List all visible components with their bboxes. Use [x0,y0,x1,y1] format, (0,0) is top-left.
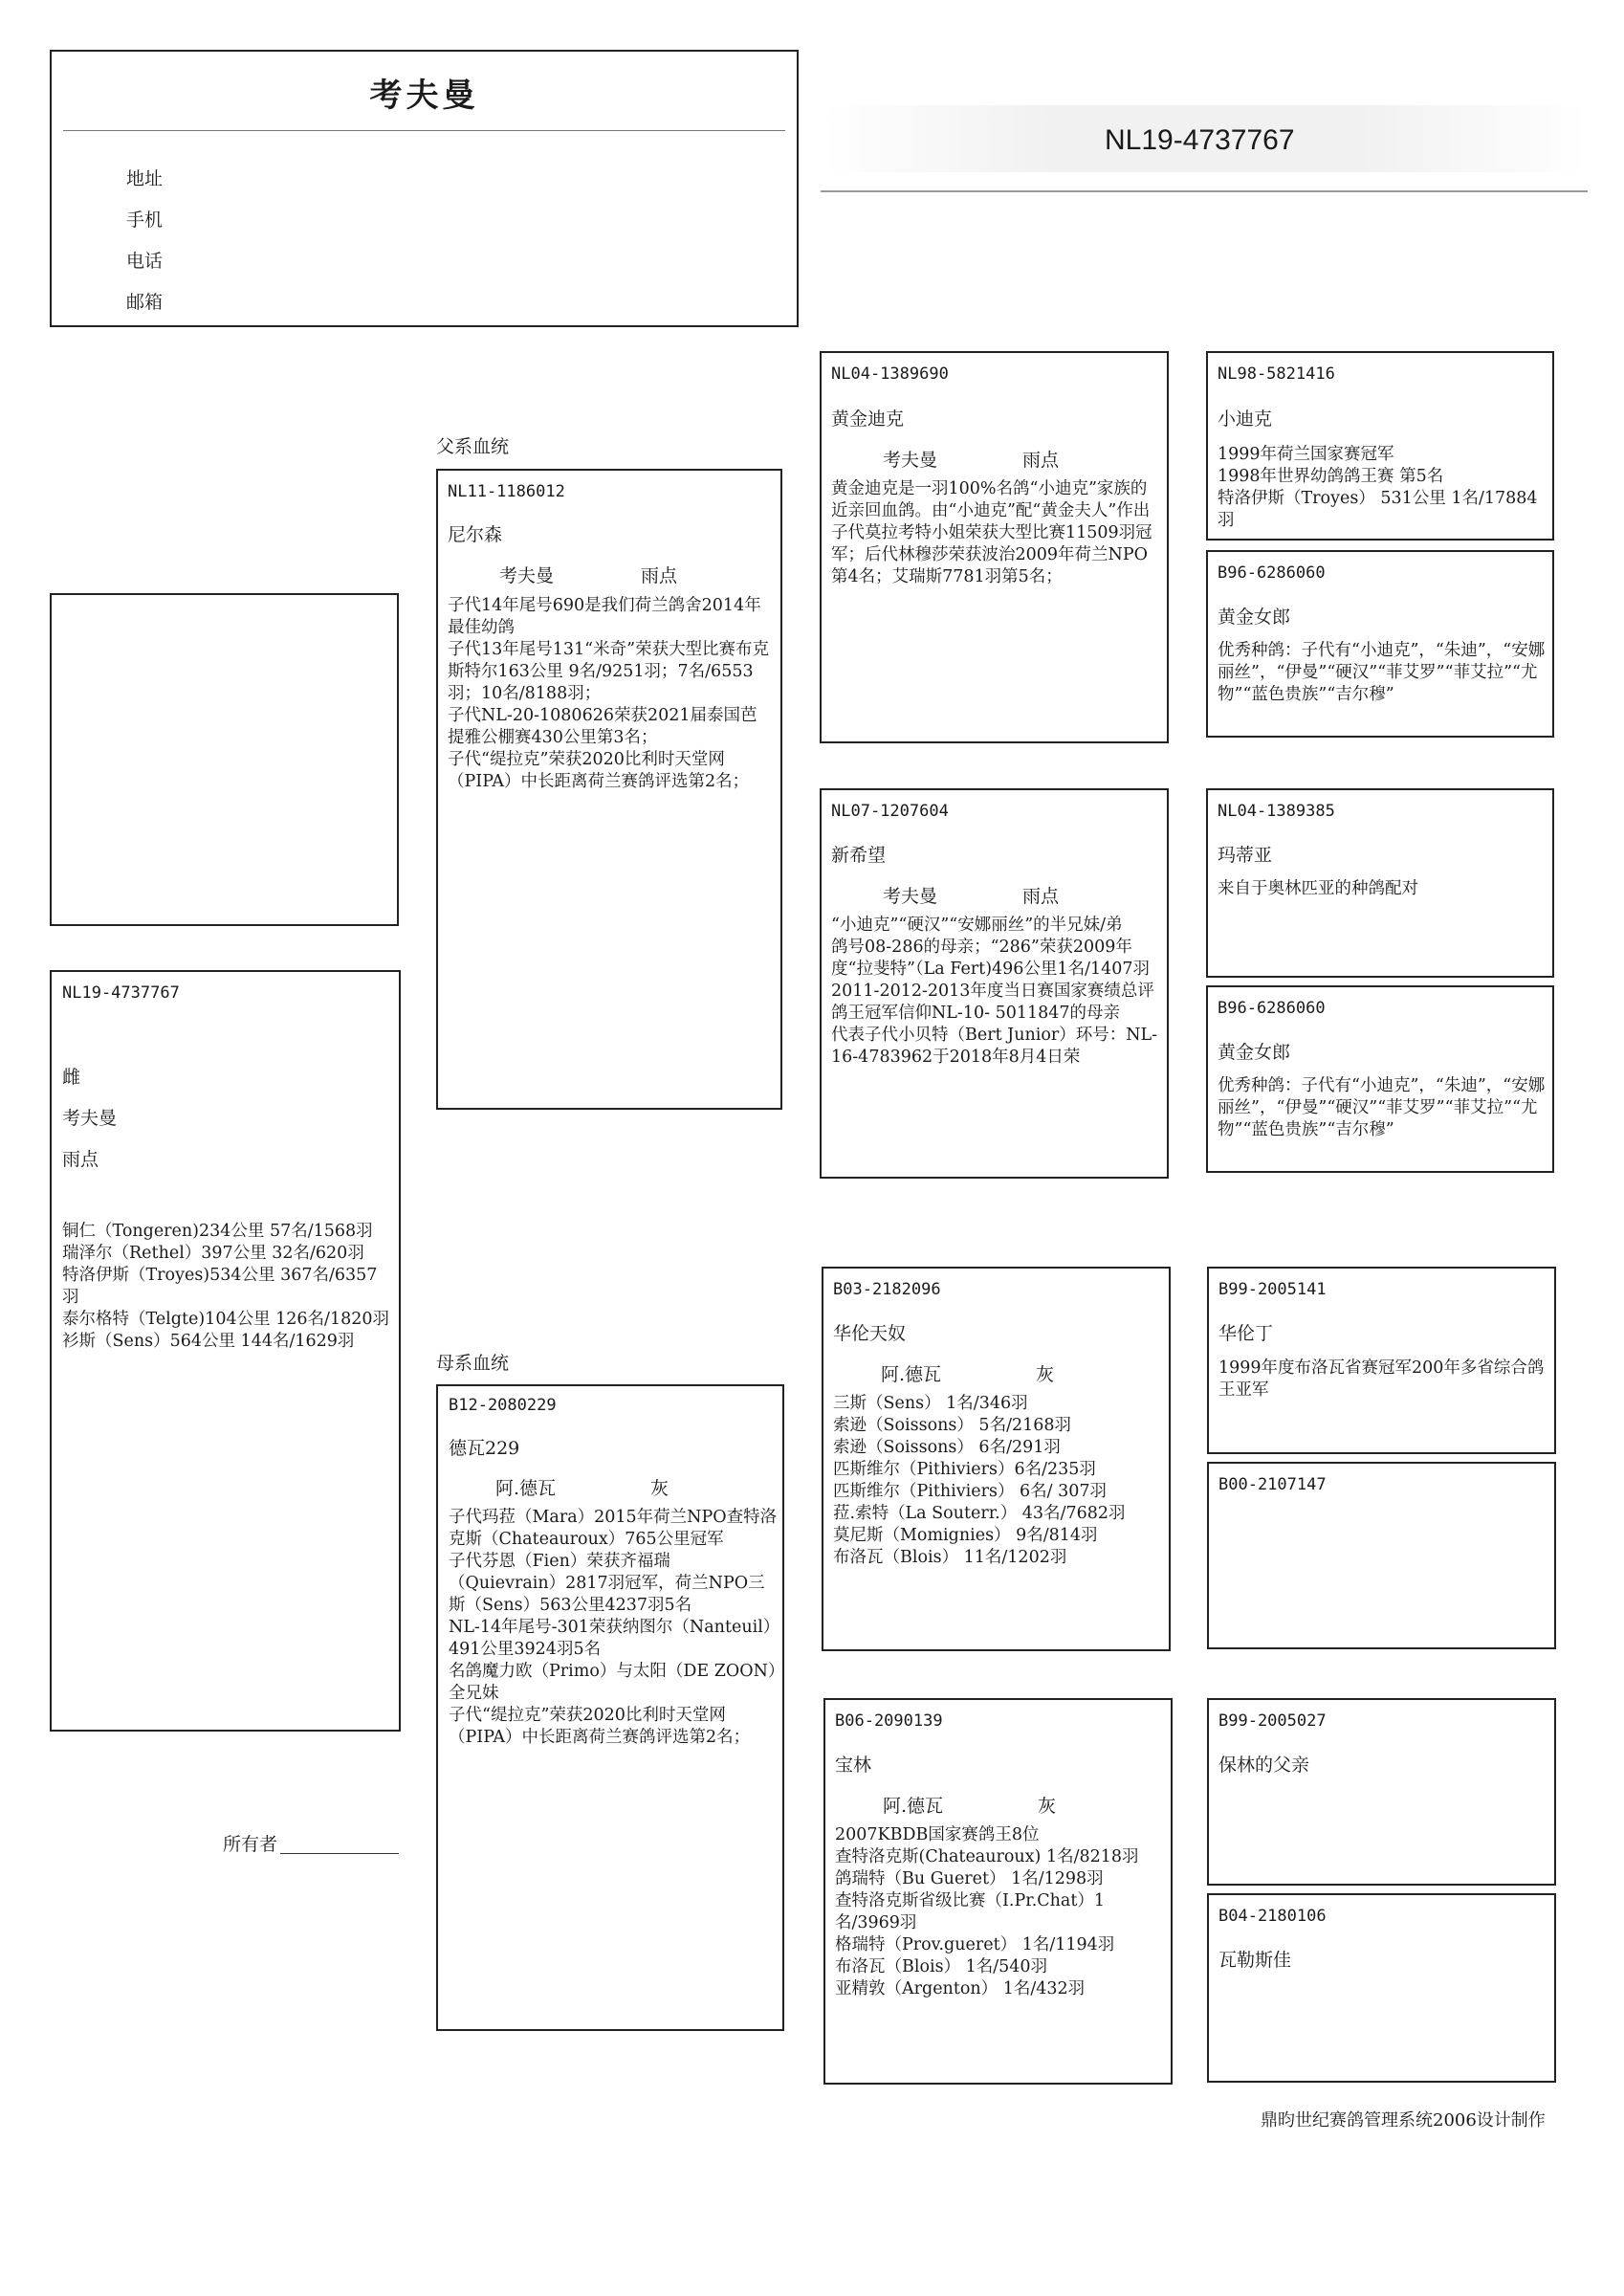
dam-dam-sire-box [1207,1698,1556,1886]
dam-breed-info [495,1474,669,1500]
dam-name: 德瓦229 [449,1438,520,1459]
dam-sire-dam-box [1207,1462,1556,1649]
ssd-code: B96-6286060 [1218,563,1326,583]
sds-description: 来自于奥林匹亚的种鸽配对 [1218,879,1418,898]
sire-breed-info [499,562,677,587]
ddd-name: 瓦勒斯佳 [1218,1950,1292,1971]
dam-sire-code: B03-2182096 [833,1280,941,1299]
sds-name: 玛蒂亚 [1218,845,1273,866]
subject-color: 雨点 [62,1149,99,1170]
sire-description: 子代14年尾号690是我们荷兰鸽舍2014年最佳幼鸽 子代13年尾号131“米奇”荣获大型比赛布克斯特尔163公里 9名/9251羽；7名/6553羽；10名/8188羽； 子代NL-20-1080626荣获2021届泰国芭提雅公棚赛430公里第3名； 子代“缇拉克”荣获2020比利时天堂网（PIPA）中长距离荷兰赛鸽评选第2名； [448,596,770,791]
page-title: 考夫曼 [369,77,479,115]
sds-code: NL04-1389385 [1218,802,1335,821]
email-label: 邮箱 [126,292,164,313]
sire-dam-breed-info [883,882,1059,908]
sire-color: 雨点 [641,565,678,586]
phone-label: 电话 [126,251,164,272]
dam-sire-box [822,1267,1171,1651]
mobile-label: 手机 [126,210,164,231]
sire-breeder: 考夫曼 [499,565,555,586]
ssd-name: 黄金女郎 [1218,607,1291,628]
dam-box [436,1384,784,2031]
sire-box [436,469,782,1110]
dam-code: B12-2080229 [449,1396,557,1415]
ddd-code: B04-2180106 [1218,1907,1327,1926]
dam-breeder: 阿.德瓦 [495,1478,557,1499]
ring-divider [821,190,1588,192]
sire-sire-breed-info [883,446,1059,472]
sire-dam-sire-box [1206,788,1554,978]
sdd-name: 黄金女郎 [1218,1042,1291,1063]
dam-description: 子代玛菈（Mara）2015年荷兰NPO查特洛克斯（Chateauroux）765公里冠军 子代芬恩（Fien）荣获齐福瑞（Quievrain）2817羽冠军，荷兰NPO三斯（Sens）563公里4237羽5名 NL-14年尾号-301荣获纳图尔（Nanteuil）491公里3924羽5名 名鸽魔力欧（Primo）与太阳（DE ZOON）全兄妹 子代“缇拉克”荣获2020比利时天堂网（PIPA）中长距离荷兰赛鸽评选第2名； [449,1508,778,1747]
sire-sire-box [820,351,1169,743]
sss-description: 1999年荷兰国家赛冠军 1998年世界幼鸽鸽王赛 第5名 特洛伊斯（Troyes） 531公里 1名/17884羽 [1218,445,1538,530]
dam-dam-box [823,1698,1173,2085]
dss-code: B99-2005141 [1218,1280,1327,1299]
sire-dam-description: “小迪克”“硬汉”“安娜丽丝”的半兄妹/弟 鸽号08-286的母亲；“286”荣获2009年度“拉斐特”（La Fert)496公里1名/1407羽 2011-2012-2013年度当日赛国家赛绩总评鸽王冠军信仰NL-10- 5011847的母亲 代表子代小贝特（Bert Junior）环号：NL-16-4783962于2018年8月4日荣 [831,916,1158,1067]
dam-dam-description: 2007KBDB国家赛鸽王8位 查特洛克斯(Chateauroux) 1名/8218羽 鸽瑞特（Bu Gueret） 1名/1298羽 查特洛克斯省级比赛（I.Pr.Chat）1名/3969羽 格瑞特（Prov.gueret） 1名/1194羽 布洛瓦（Blois） 1名/540羽 亚精敦（Argenton） 1名/432羽 [835,1825,1139,1998]
dam-dam-breeder: 阿.德瓦 [883,1796,944,1817]
dam-dam-color: 灰 [1038,1796,1057,1817]
dam-sire-color: 灰 [1036,1364,1055,1385]
dss-name: 华伦丁 [1218,1323,1274,1344]
subject-breeder: 考夫曼 [62,1108,118,1129]
title-divider [63,130,785,131]
sire-sire-color: 雨点 [1022,450,1060,471]
sire-dam-code: NL07-1207604 [831,802,949,821]
subject-box [50,970,401,1732]
subject-code: NL19-4737767 [62,983,180,1003]
dds-code: B99-2005027 [1218,1711,1327,1731]
sss-code: NL98-5821416 [1218,364,1335,384]
sire-name: 尼尔森 [448,524,503,545]
dam-sire-description: 三斯（Sens） 1名/346羽 索逊（Soissons） 5名/2168羽 索逊（Soissons） 6名/291羽 匹斯维尔（Pithiviers）6名/235羽 匹斯维尔（Pithiviers） 6名/ 307羽 菈.索特（La Souterr.） 43名/7682羽 莫尼斯（Momignies） 9名/814羽 布洛瓦（Blois） 11名/1202羽 [833,1394,1126,1567]
sire-sire-sire-box [1206,351,1554,541]
sire-dam-breeder: 考夫曼 [883,886,938,907]
dam-dam-breed-info [883,1792,1056,1818]
dsd-code: B00-2107147 [1218,1475,1327,1494]
ssd-description: 优秀种鸽：子代有“小迪克”，“朱迪”，“安娜丽丝”，“伊曼”“硬汉”“菲艾罗”“菲艾拉”“尤物”“蓝色贵族”“吉尔穆” [1218,641,1546,704]
sss-name: 小迪克 [1218,408,1273,430]
subject-sex: 雌 [62,1067,81,1088]
photo-box [50,593,399,926]
sire-dam-dam-box [1206,985,1554,1173]
owner-signature-line [280,1853,399,1854]
sire-sire-dam-box [1206,550,1554,738]
dam-dam-name: 宝林 [835,1755,872,1776]
dss-description: 1999年度布洛瓦省赛冠军200年多省综合鸽王亚军 [1218,1358,1545,1400]
sire-sire-name: 黄金迪克 [831,408,905,430]
address-label: 地址 [126,168,164,189]
footer-credit: 鼎昀世纪赛鸽管理系统2006设计制作 [1261,2110,1546,2130]
subject-results: 铜仁（Tongeren)234公里 57名/1568羽 瑞泽尔（Rethel）397公里 32名/620羽 特洛伊斯（Troyes)534公里 367名/6357羽 泰尔格特（Telgte)104公里 126名/1820羽 衫斯（Sens）564公里 144名/1629羽 [62,1222,389,1351]
dam-sire-sire-box [1207,1267,1556,1454]
sire-code: NL11-1186012 [448,482,565,501]
dam-line-label: 母系血统 [436,1353,510,1374]
sire-dam-color: 雨点 [1022,886,1060,907]
sdd-description: 优秀种鸽：子代有“小迪克”，“朱迪”，“安娜丽丝”，“伊曼”“硬汉”“菲艾罗”“菲艾拉”“尤物”“蓝色贵族”“吉尔穆” [1218,1076,1546,1139]
owner-label: 所有者 [223,1834,278,1855]
dam-sire-breeder: 阿.德瓦 [881,1364,942,1385]
dam-color: 灰 [650,1478,669,1499]
dam-dam-code: B06-2090139 [835,1711,943,1731]
sire-dam-name: 新希望 [831,845,887,866]
dam-sire-breed-info [881,1360,1054,1386]
dam-dam-dam-box [1207,1893,1556,2083]
dds-name: 保林的父亲 [1218,1755,1310,1776]
header-box [50,50,799,327]
sire-sire-breeder: 考夫曼 [883,450,938,471]
ring-number: NL19-4737767 [1105,124,1295,156]
sire-sire-code: NL04-1389690 [831,364,949,384]
sire-sire-description: 黄金迪克是一羽100%名鸽“小迪克”家族的近亲回血鸽。由“小迪克”配“黄金夫人”作出 子代莫拉考特小姐荣获大型比赛11509羽冠军；后代林穆莎荣获波治2009年荷兰NPO第4名；艾瑞斯7781羽第5名； [831,479,1152,586]
dam-sire-name: 华伦天奴 [833,1323,907,1344]
sdd-code: B96-6286060 [1218,999,1326,1018]
sire-dam-box [820,788,1169,1179]
sire-line-label: 父系血统 [436,436,510,457]
